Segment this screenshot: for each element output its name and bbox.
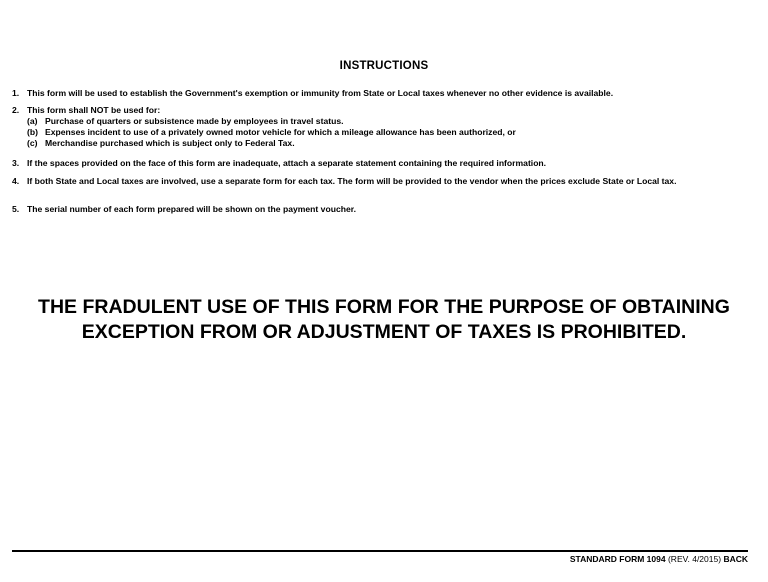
warning-line-1: THE FRADULENT USE OF THIS FORM FOR THE PURPOSE OF OBTAINING [38,296,730,318]
item-number: 4. [12,176,20,186]
item-number: 3. [12,158,20,168]
instructions-heading: INSTRUCTIONS [339,60,429,72]
subitem-c [27,138,747,149]
subitem-text: Merchandise purchased which is subject only to Federal Tax. [45,138,295,148]
warning-line-2: EXCEPTION FROM OR ADJUSTMENT OF TAXES IS PROHIBITED. [81,321,687,343]
form-revision: (REV. 4/2015) [667,554,722,564]
fraud-warning [0,295,768,345]
instruction-item-1 [12,88,747,99]
page-side: BACK [723,554,748,564]
instruction-item-5 [12,204,747,215]
form-name: STANDARD FORM 1094 [569,554,666,564]
item-text: This form will be used to establish the Government's exemption or immunity from State or Local taxes whenever no other evidence is available. [27,88,614,98]
subitem-text: Expenses incident to use of a privately owned motor vehicle for which a mileage allowance has been authorized, or [45,127,516,137]
form-footer [570,554,748,564]
instruction-item-2 [12,105,747,149]
item-text: This form shall NOT be used for: [27,105,161,115]
item-number: 5. [12,204,20,214]
subitem-a [27,116,747,127]
subitem-letter: (b) [27,127,38,137]
subitem-letter: (c) [27,138,38,148]
item-text: If the spaces provided on the face of this form are inadequate, attach a separate statement containing the required information. [27,158,547,168]
item-text: The serial number of each form prepared will be shown on the payment voucher. [27,204,357,214]
subitem-b [27,127,747,138]
item-text: If both State and Local taxes are involved, use a separate form for each tax. The form will be provided to the vendor when the prices exclude State or Local tax. [27,176,677,186]
instruction-item-3 [12,158,747,169]
subitem-text: Purchase of quarters or subsistence made by employees in travel status. [45,116,344,126]
instruction-item-4 [12,176,747,187]
footer-rule [12,550,748,552]
item-number: 1. [12,88,20,98]
item-number: 2. [12,105,20,115]
subitem-letter: (a) [27,116,38,126]
